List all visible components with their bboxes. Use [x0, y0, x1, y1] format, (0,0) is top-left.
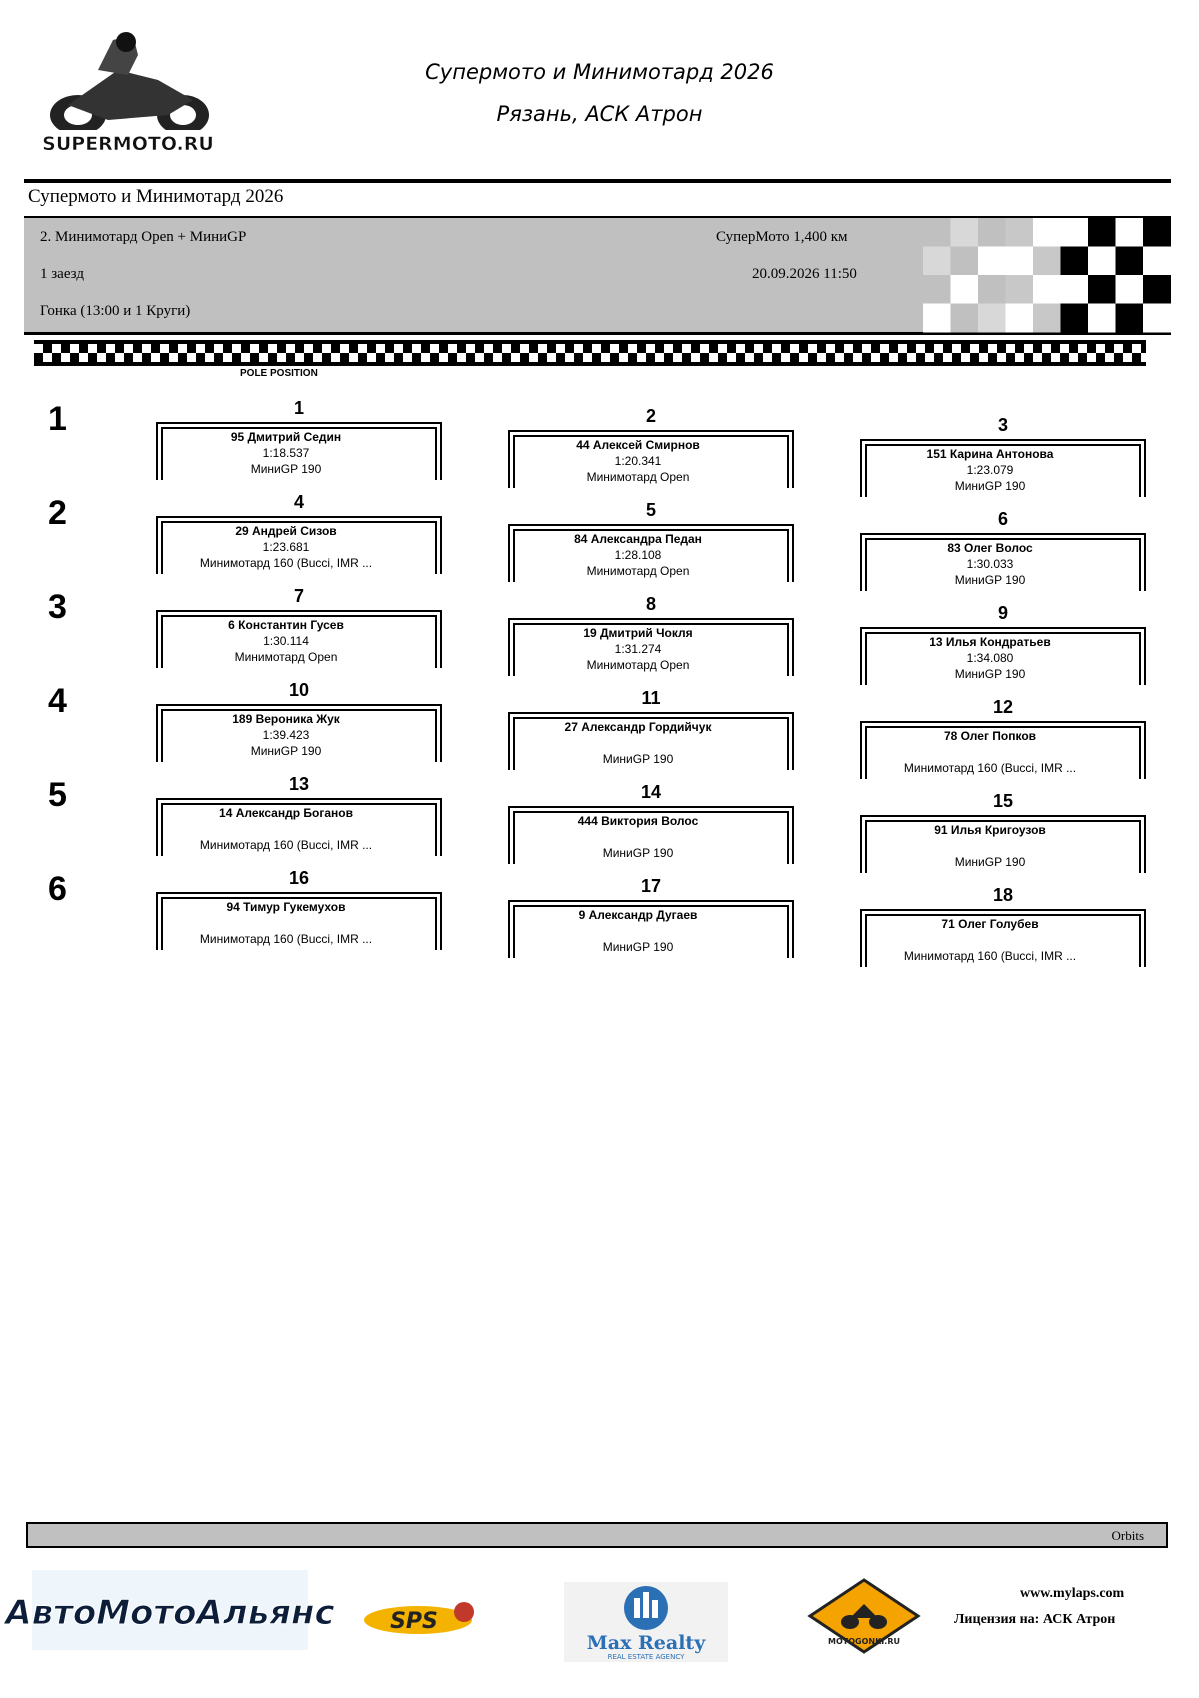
- rider-name: 444 Виктория Волос: [577, 814, 699, 828]
- flag-square: [1088, 304, 1116, 333]
- flag-square: [1061, 218, 1089, 247]
- license-label: Лицензия на: АСК Атрон: [954, 1612, 1116, 1627]
- header-divider: [24, 179, 1171, 183]
- flag-square: [1061, 247, 1089, 276]
- grid-slot-card: [860, 439, 1146, 497]
- grid-slot-card: [860, 721, 1146, 779]
- flag-square: [1006, 247, 1034, 276]
- flag-square: [1143, 275, 1171, 304]
- flag-square: [923, 247, 951, 276]
- rider-name: 13 Илья Кондратьев: [929, 635, 1051, 649]
- flag-square: [978, 275, 1006, 304]
- rider-class: МиниGP 190: [954, 479, 1026, 493]
- rider-class: МиниGP 190: [250, 462, 322, 476]
- supermoto-logo: [28, 30, 228, 165]
- grid-slot-card: [508, 430, 794, 488]
- flag-square: [1061, 275, 1089, 304]
- event-info-box: [24, 216, 1171, 335]
- grid-slot-card: [508, 524, 794, 582]
- flag-square: [1033, 304, 1061, 333]
- grid-position-number: 11: [641, 688, 661, 708]
- svg-text:SUPERMOTO.RU: SUPERMOTO.RU: [42, 133, 214, 155]
- flag-square: [923, 304, 951, 333]
- event-title: Супермото и Минимотард 2026: [28, 186, 284, 207]
- grid-position-number: 3: [997, 415, 1008, 435]
- grid-position-number: 4: [293, 492, 304, 512]
- lap-time: 1:39.423: [262, 728, 310, 742]
- rider-name: 6 Константин Гусев: [228, 618, 344, 632]
- class-name: 2. Минимотард Open + МиниGP: [40, 229, 247, 245]
- flag-square: [1116, 247, 1144, 276]
- heat-label: 1 заезд: [40, 266, 84, 282]
- grid-slot-card: [156, 422, 442, 480]
- grid-slot-card: [156, 516, 442, 574]
- svg-text:АвтоМотоАльянс: АвтоМотоАльянс: [5, 1593, 335, 1633]
- rider-name: 19 Дмитрий Чокля: [583, 626, 693, 640]
- grid-slot-card: [508, 900, 794, 958]
- flag-square: [951, 247, 979, 276]
- flag-square: [923, 275, 951, 304]
- grid-slot-card: [156, 892, 442, 950]
- grid-position-number: 15: [992, 791, 1014, 811]
- grid-row-number: 5: [48, 776, 67, 814]
- rider-class: МиниGP 190: [602, 940, 674, 954]
- grid-position-number: 7: [293, 586, 304, 606]
- flag-square: [1088, 275, 1116, 304]
- rider-class: МиниGP 190: [602, 846, 674, 860]
- grid-row-number: 3: [48, 588, 67, 626]
- flag-square: [951, 218, 979, 247]
- grid-position-number: 10: [288, 680, 310, 700]
- lap-time: 1:23.681: [262, 540, 310, 554]
- datetime-label: 20.09.2026 11:50: [752, 266, 857, 282]
- flag-square: [1006, 218, 1034, 247]
- lap-time: 1:31.274: [614, 642, 662, 656]
- rider-name: 9 Александр Дугаев: [578, 908, 698, 922]
- page-title: Супермото и Минимотард 2026: [425, 60, 774, 84]
- sponsor-motogonki: [806, 1578, 922, 1654]
- flag-square: [1033, 218, 1061, 247]
- grid-slot-card: [860, 815, 1146, 873]
- grid-slot-card: [860, 533, 1146, 591]
- flag-square: [1033, 247, 1061, 276]
- footer-bar: [26, 1522, 1168, 1548]
- rider-class: МиниGP 190: [954, 667, 1026, 681]
- flag-square: [1143, 304, 1171, 333]
- grid-position-number: 14: [640, 782, 662, 802]
- grid-slot-card: [508, 806, 794, 864]
- lap-time: 1:18.537: [262, 446, 310, 460]
- grid-position-number: 12: [992, 697, 1014, 717]
- grid-position-number: 16: [288, 868, 310, 888]
- flag-square: [1061, 304, 1089, 333]
- grid-row-number: 4: [48, 682, 67, 720]
- rider-name: 78 Олег Попков: [943, 729, 1037, 743]
- rider-class: МиниGP 190: [602, 752, 674, 766]
- grid-position-number: 6: [997, 509, 1008, 529]
- grid-slot-card: [156, 798, 442, 856]
- grid-slot-card: [508, 712, 794, 770]
- flag-square: [923, 218, 951, 247]
- rider-class: Минимотард 160 (Bucci, IMR ...: [903, 949, 1077, 963]
- rider-name: 44 Алексей Смирнов: [576, 438, 700, 452]
- rider-class: Минимотард Open: [234, 650, 338, 664]
- flag-square: [978, 304, 1006, 333]
- lap-time: 1:30.114: [263, 634, 309, 648]
- sponsor-max-realty: [564, 1582, 728, 1662]
- flag-square: [1006, 275, 1034, 304]
- lap-time: 1:28.108: [614, 548, 662, 562]
- rider-name: 71 Олег Голубев: [941, 917, 1039, 931]
- sponsor-sps: [360, 1596, 480, 1640]
- svg-text:MOTOGONKI.RU: MOTOGONKI.RU: [828, 1637, 900, 1646]
- flag-square: [1006, 304, 1034, 333]
- rider-class: Минимотард 160 (Bucci, IMR ...: [903, 761, 1077, 775]
- flag-square: [978, 247, 1006, 276]
- flag-square: [1033, 275, 1061, 304]
- rider-class: Минимотард Open: [586, 470, 690, 484]
- rider-class: МиниGP 190: [954, 855, 1026, 869]
- race-label: Гонка (13:00 и 1 Круги): [40, 303, 191, 319]
- pole-position-label: POLE POSITION: [240, 368, 318, 379]
- rider-class: МиниGP 190: [954, 573, 1026, 587]
- rider-name: 94 Тимур Гукемухов: [226, 900, 346, 914]
- svg-text:REAL ESTATE AGENCY: REAL ESTATE AGENCY: [607, 1653, 685, 1661]
- lap-time: 1:30.033: [966, 557, 1014, 571]
- grid-row-number: 6: [48, 870, 67, 908]
- rider-name: 29 Андрей Сизов: [235, 524, 337, 538]
- flag-square: [951, 304, 979, 333]
- flag-square: [1116, 304, 1144, 333]
- rider-class: Минимотард Open: [586, 658, 690, 672]
- grid-slot-card: [156, 704, 442, 762]
- flag-square: [1116, 218, 1144, 247]
- flag-square: [1116, 275, 1144, 304]
- grid-position-number: 1: [293, 398, 304, 418]
- track-label: СуперМото 1,400 км: [716, 229, 848, 245]
- rider-name: 14 Александр Боганов: [219, 806, 353, 820]
- grid-position-number: 13: [288, 774, 310, 794]
- grid-position-number: 2: [645, 406, 656, 426]
- flag-square: [1143, 247, 1171, 276]
- rider-class: Минимотард 160 (Bucci, IMR ...: [199, 932, 373, 946]
- flag-square: [1088, 247, 1116, 276]
- grid-slot-card: [860, 909, 1146, 967]
- svg-text:SPS: SPS: [390, 1609, 438, 1634]
- flag-square: [978, 218, 1006, 247]
- lap-time: 1:20.341: [614, 454, 662, 468]
- grid-position-number: 8: [645, 594, 656, 614]
- grid-position-number: 18: [992, 885, 1014, 905]
- page-subtitle: Рязань, АСК Атрон: [496, 102, 703, 126]
- sponsor-avtomotoalyans: [5, 1570, 335, 1650]
- flag-square: [1088, 218, 1116, 247]
- rider-class: Минимотард 160 (Bucci, IMR ...: [199, 556, 373, 570]
- lap-time: 1:34.080: [966, 651, 1014, 665]
- grid-position-number: 9: [997, 603, 1008, 623]
- grid-slot-card: [508, 618, 794, 676]
- grid-row-number: 2: [48, 494, 67, 532]
- checkered-flag: [923, 218, 1171, 332]
- flag-square: [1143, 218, 1171, 247]
- rider-name: 27 Александр Гордийчук: [564, 720, 712, 734]
- svg-text:Max Realty: Max Realty: [586, 1632, 706, 1654]
- lap-time: 1:23.079: [966, 463, 1014, 477]
- grid-slot-card: [860, 627, 1146, 685]
- website-label: www.mylaps.com: [1020, 1586, 1125, 1601]
- grid-row-number: 1: [48, 400, 67, 438]
- rider-class: Минимотард 160 (Bucci, IMR ...: [199, 838, 373, 852]
- grid-position-number: 5: [645, 500, 656, 520]
- rider-name: 91 Илья Кригоузов: [934, 823, 1046, 837]
- grid-position-number: 17: [640, 876, 662, 896]
- flag-square: [951, 275, 979, 304]
- rider-name: 189 Вероника Жук: [232, 712, 340, 726]
- rider-name: 84 Александра Педан: [574, 532, 702, 546]
- rider-class: Минимотард Open: [586, 564, 690, 578]
- rider-name: 83 Олег Волос: [947, 541, 1033, 555]
- grid-slot-card: [156, 610, 442, 668]
- rider-name: 151 Карина Антонова: [926, 447, 1054, 461]
- orbits-label: Orbits: [1111, 1528, 1144, 1543]
- checkered-strip: [34, 340, 1146, 366]
- rider-class: МиниGP 190: [250, 744, 322, 758]
- rider-name: 95 Дмитрий Седин: [230, 430, 342, 444]
